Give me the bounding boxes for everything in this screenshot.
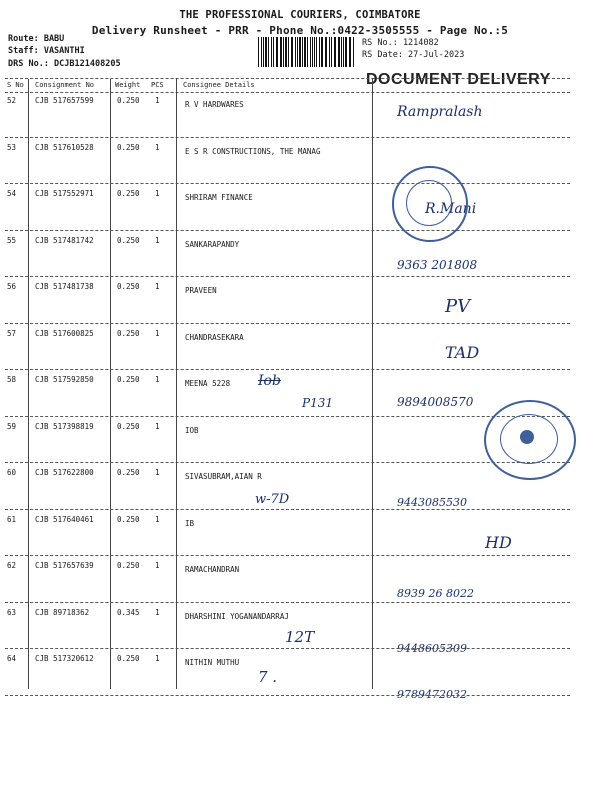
barcode-bar xyxy=(261,37,262,67)
barcode-bar xyxy=(334,37,335,67)
col-weight: Weight xyxy=(115,81,141,89)
row-consignee: IB xyxy=(185,518,195,528)
row-sno: 56 xyxy=(7,282,17,291)
barcode-bar xyxy=(283,37,284,67)
row-divider xyxy=(5,462,570,463)
row-pcs: 1 xyxy=(155,328,160,338)
row-pcs: 1 xyxy=(155,514,160,524)
barcode-bar xyxy=(258,37,259,67)
row-sno: 57 xyxy=(7,328,17,338)
row-sno: 58 xyxy=(7,375,17,384)
row-signature: 9443085530 xyxy=(397,496,467,509)
table-row xyxy=(5,96,570,142)
barcode-bar xyxy=(349,37,350,67)
round-stamp xyxy=(392,166,468,242)
barcode-bar xyxy=(350,37,351,67)
row-pcs: 1 xyxy=(155,561,160,570)
barcode-bar xyxy=(285,37,287,67)
row-divider xyxy=(5,183,570,184)
barcode-bar xyxy=(292,37,293,67)
row-consignment: CJB 517552971 xyxy=(35,189,94,198)
table-row xyxy=(5,375,570,421)
row-consignment: CJB 517622800 xyxy=(35,468,94,477)
row-sno: 54 xyxy=(7,189,17,198)
row-divider xyxy=(5,230,570,231)
rs-date: RS Date: 27-Jul-2023 xyxy=(362,50,465,60)
table-row xyxy=(5,468,570,514)
barcode-bar xyxy=(263,37,264,67)
barcode-bar xyxy=(314,37,315,67)
row-divider xyxy=(5,695,570,696)
row-sno: 59 xyxy=(7,421,17,431)
scribble: 7 . xyxy=(258,668,278,686)
barcode-bar xyxy=(329,37,330,67)
row-consignment: CJB 517592850 xyxy=(35,375,94,384)
row-sno: 52 xyxy=(7,96,17,105)
row-weight: 0.250 xyxy=(117,282,140,291)
barcode-bar xyxy=(353,37,354,67)
row-divider xyxy=(5,416,570,417)
bank-round-stamp xyxy=(484,400,576,480)
row-signature: 8939 26 8022 xyxy=(397,587,474,600)
barcode-bar xyxy=(288,37,289,67)
row-consignment: CJB 517398819 xyxy=(35,421,94,431)
barcode-bar xyxy=(297,37,298,67)
table-row xyxy=(5,189,570,235)
col-sno: S No xyxy=(7,81,24,89)
barcode-bar xyxy=(307,37,308,67)
row-weight: 0.250 xyxy=(117,421,140,431)
row-weight: 0.250 xyxy=(117,328,140,338)
row-consignee: CHANDRASEKARA xyxy=(185,332,244,342)
table-row xyxy=(5,282,570,328)
barcode-bar xyxy=(316,37,317,67)
row-pcs: 1 xyxy=(155,375,160,384)
row-consignment: CJB 517320612 xyxy=(35,654,94,663)
barcode-bar xyxy=(343,37,344,67)
table-row xyxy=(5,654,570,700)
row-consignee: PRAVEEN xyxy=(185,286,217,295)
row-weight: 0.250 xyxy=(117,189,140,198)
row-signature: Rampralash xyxy=(397,104,483,120)
row-sno: 61 xyxy=(7,514,17,524)
row-pcs: 1 xyxy=(155,142,160,152)
header-divider-bottom xyxy=(5,92,570,93)
scribble: Iob xyxy=(258,373,281,389)
row-consignee: DHARSHINI YOGANANDARRAJ xyxy=(185,611,289,621)
row-signature: 9363 201808 xyxy=(397,257,478,272)
row-divider xyxy=(5,555,570,556)
row-pcs: 1 xyxy=(155,189,160,198)
row-weight: 0.345 xyxy=(117,607,140,617)
scribble: P131 xyxy=(302,396,333,410)
barcode-bar xyxy=(325,37,326,67)
row-sno: 60 xyxy=(7,468,17,477)
row-consignee: SANKARAPANDY xyxy=(185,239,240,249)
barcode-bar xyxy=(302,37,303,67)
barcode-bar xyxy=(277,37,278,67)
route-label: Route: BABU xyxy=(8,34,65,44)
barcode xyxy=(258,37,355,67)
drs-number: DRS No.: DCJB121408205 xyxy=(8,59,121,69)
barcode-bar xyxy=(338,37,339,67)
barcode-bar xyxy=(341,37,342,67)
barcode-bar xyxy=(345,37,347,67)
table-row xyxy=(5,561,570,607)
row-consignee: MEENA 5228 xyxy=(185,379,231,388)
staff-label: Staff: VASANTHI xyxy=(8,46,85,56)
row-weight: 0.250 xyxy=(117,142,140,152)
row-consignee: RAMACHANDRAN xyxy=(185,565,240,574)
row-consignee: SIVASUBRAM,AIAN R xyxy=(185,472,262,481)
company-title: THE PROFESSIONAL COURIERS, COIMBATORE xyxy=(179,9,421,21)
row-pcs: 1 xyxy=(155,654,160,663)
barcode-bar xyxy=(326,37,327,67)
row-divider xyxy=(5,137,570,138)
row-sno: 55 xyxy=(7,235,17,245)
row-divider xyxy=(5,509,570,510)
row-signature: PV xyxy=(445,296,471,317)
row-pcs: 1 xyxy=(155,607,160,617)
row-consignee: E S R CONSTRUCTIONS, THE MANAG xyxy=(185,146,321,156)
row-consignment: CJB 517610528 xyxy=(35,142,94,152)
row-pcs: 1 xyxy=(155,282,160,291)
table-row xyxy=(5,515,570,561)
row-signature: 9448605309 xyxy=(397,641,467,655)
row-weight: 0.250 xyxy=(117,375,140,384)
barcode-bar xyxy=(291,37,292,67)
col-consignment: Consignment No xyxy=(35,81,95,89)
barcode-bar xyxy=(335,37,336,67)
barcode-bar xyxy=(271,37,272,67)
row-consignment: CJB 517657599 xyxy=(35,96,94,105)
barcode-bar xyxy=(276,37,277,67)
barcode-bar xyxy=(265,37,266,67)
table-row xyxy=(5,329,570,375)
row-weight: 0.250 xyxy=(117,468,140,477)
col-pcs: PCS xyxy=(151,81,164,89)
row-sno: 63 xyxy=(7,607,17,617)
col-consignee: Consignee Details xyxy=(183,81,255,89)
row-pcs: 1 xyxy=(155,421,160,431)
scribble: w-7D xyxy=(255,492,290,507)
barcode-bar xyxy=(268,37,270,67)
row-signature: 9894008570 xyxy=(397,395,474,409)
row-pcs: 1 xyxy=(155,235,160,245)
barcode-bar xyxy=(273,37,274,67)
row-divider xyxy=(5,276,570,277)
row-sno: 53 xyxy=(7,142,17,152)
row-weight: 0.250 xyxy=(117,654,140,663)
row-divider xyxy=(5,648,570,649)
row-consignee: NITHIN MUTHU xyxy=(185,658,240,667)
row-signature: HD xyxy=(485,532,512,552)
barcode-bar xyxy=(312,37,313,67)
rs-number: RS No.: 1214082 xyxy=(362,38,439,48)
row-consignee: SHRIRAM FINANCE xyxy=(185,193,253,202)
row-sno: 62 xyxy=(7,561,17,570)
table-row xyxy=(5,236,570,282)
row-pcs: 1 xyxy=(155,96,160,105)
row-signature: R.Mani xyxy=(425,201,477,217)
row-divider xyxy=(5,369,570,370)
row-weight: 0.250 xyxy=(117,514,140,524)
row-consignment: CJB 517640461 xyxy=(35,514,94,524)
row-consignment: CJB 89718362 xyxy=(35,607,90,617)
barcode-bar xyxy=(280,37,281,67)
row-divider xyxy=(5,323,570,324)
barcode-bar xyxy=(304,37,306,67)
table-header xyxy=(5,79,565,93)
table-row xyxy=(5,143,570,189)
barcode-bar xyxy=(299,37,300,67)
row-weight: 0.250 xyxy=(117,235,140,245)
row-consignment: CJB 517481738 xyxy=(35,282,94,291)
row-consignment: CJB 517481742 xyxy=(35,235,94,245)
row-consignee: IOB xyxy=(185,425,199,435)
barcode-bar xyxy=(331,37,332,67)
document-delivery-stamp: DOCUMENT DELIVERY xyxy=(366,71,551,88)
row-divider xyxy=(5,602,570,603)
row-consignment: CJB 517600825 xyxy=(35,328,94,338)
barcode-bar xyxy=(319,37,320,67)
runsheet-title: Delivery Runsheet - PRR - Phone No.:0422-3505555 - Page No.:5 xyxy=(91,24,509,37)
barcode-bar xyxy=(321,37,323,67)
row-signature: TAD xyxy=(445,342,480,362)
row-signature: 9789472032 xyxy=(397,688,467,701)
row-consignment: CJB 517657639 xyxy=(35,561,94,570)
row-pcs: 1 xyxy=(155,468,160,477)
row-sno: 64 xyxy=(7,654,17,663)
row-consignee: R V HARDWARES xyxy=(185,100,244,109)
barcode-bar xyxy=(295,37,296,67)
scribble: 12T xyxy=(285,628,315,646)
row-weight: 0.250 xyxy=(117,96,140,105)
row-weight: 0.250 xyxy=(117,561,140,570)
barcode-bar xyxy=(310,37,311,67)
